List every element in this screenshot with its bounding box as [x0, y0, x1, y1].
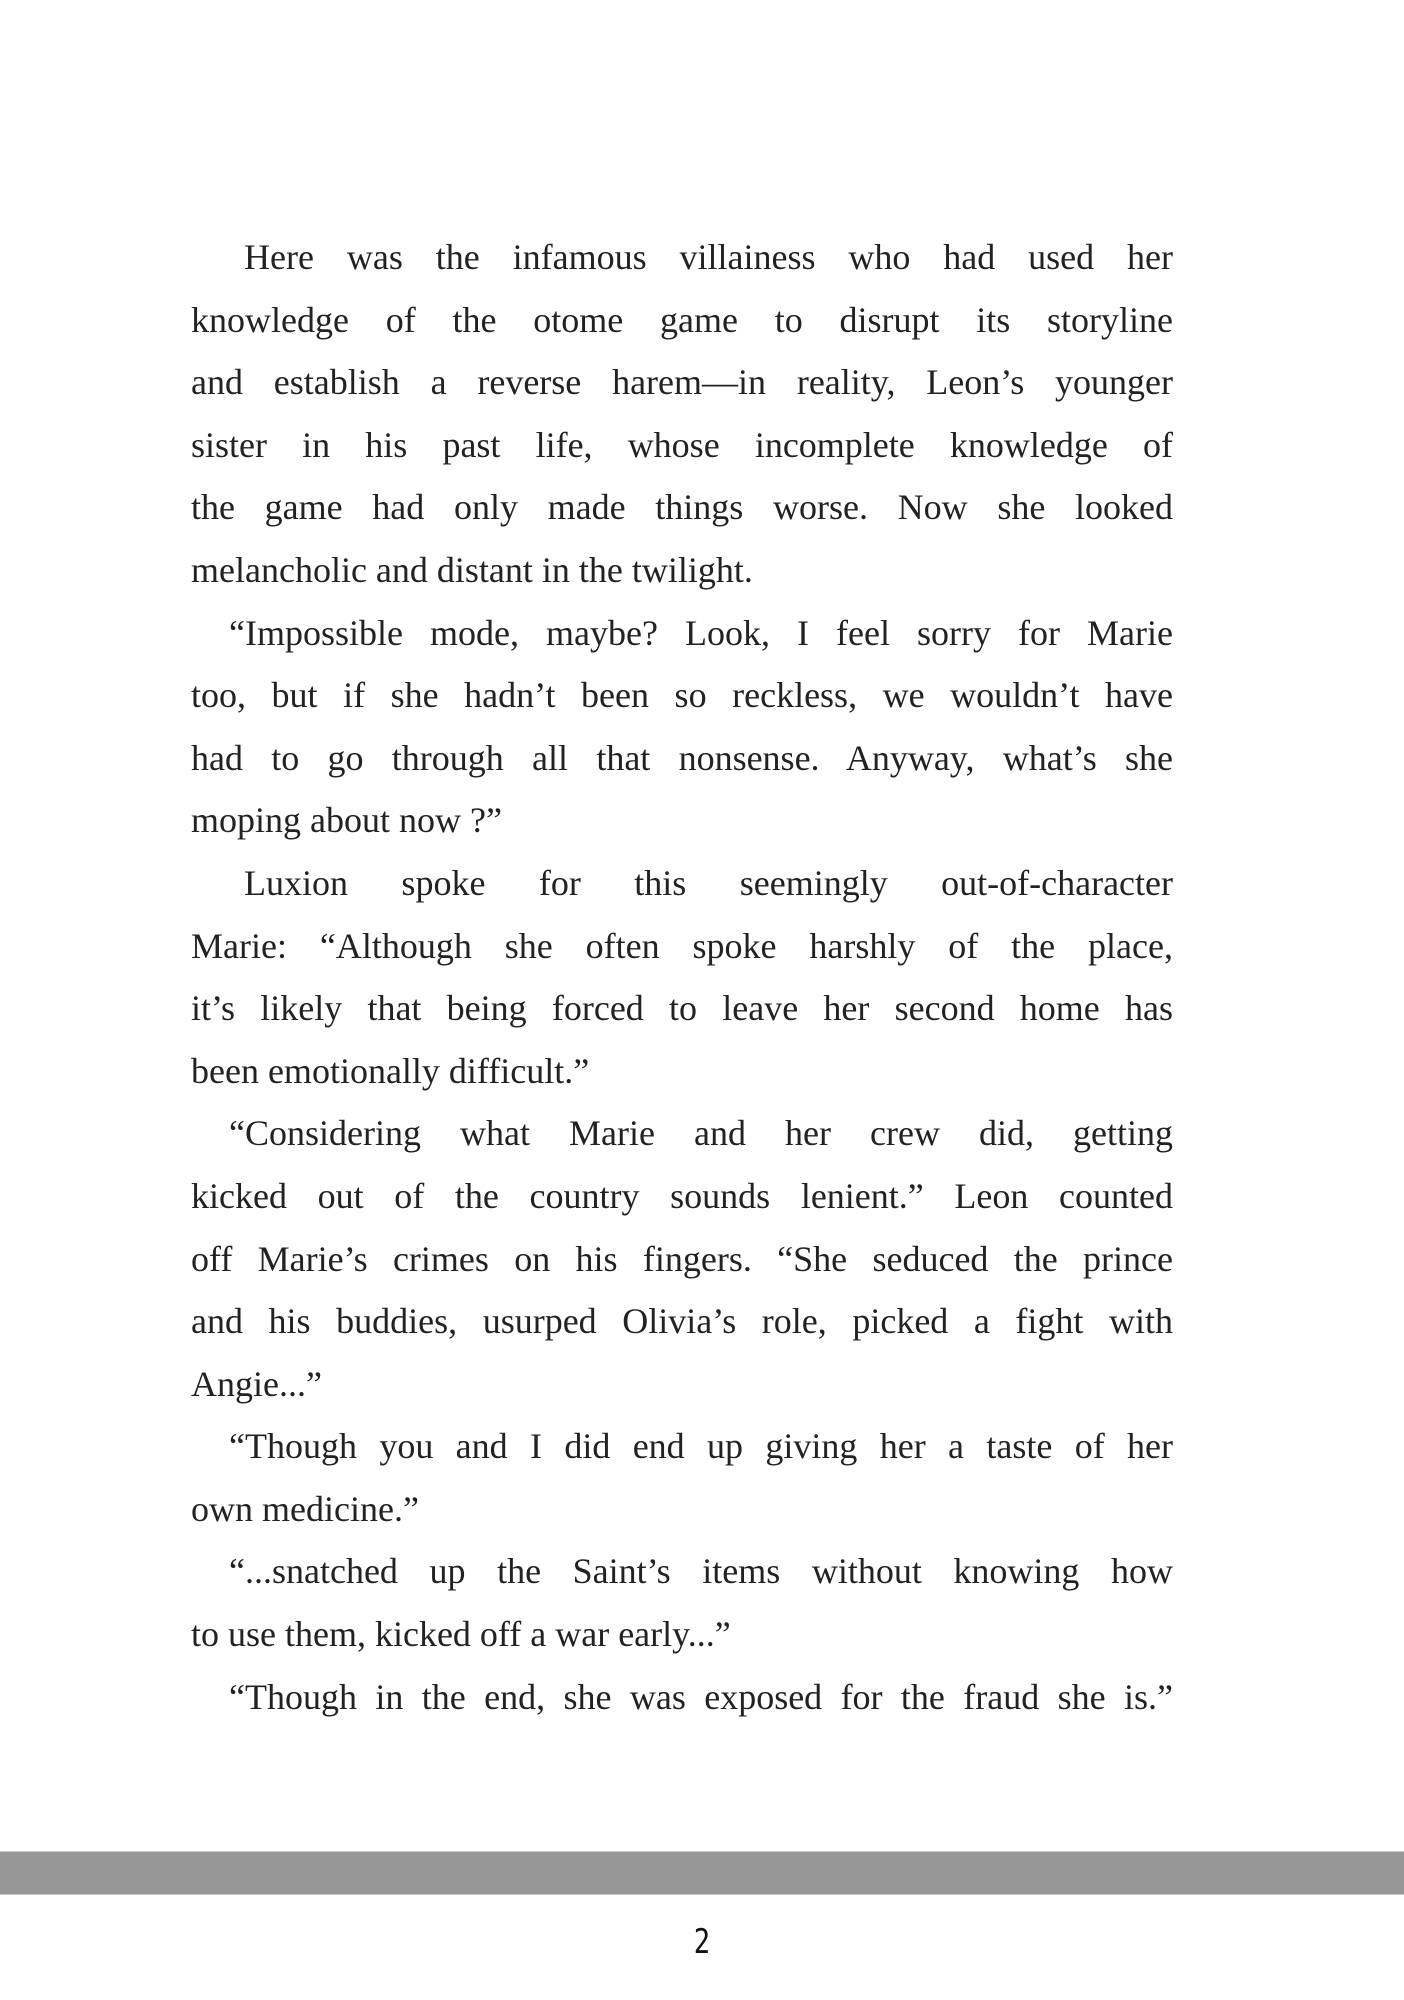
paragraph	[191, 1102, 1173, 1415]
paragraph	[191, 602, 1173, 852]
text-line: moping about now ?”	[191, 800, 502, 841]
text-line: Luxion spoke for this seemingly out-of-character	[244, 862, 1173, 903]
text-line: own medicine.”	[191, 1488, 419, 1529]
text-line: and establish a reverse harem—in reality, Leon’s younger	[191, 362, 1173, 403]
paragraph	[191, 1666, 1173, 1729]
text-line: “Though in the end, she was exposed for the fraud she is.”	[229, 1676, 1173, 1717]
text-line: Angie...”	[191, 1363, 322, 1404]
text-line: knowledge of the otome game to disrupt its storyline	[191, 299, 1173, 340]
text-line: sister in his past life, whose incomplete knowledge of	[191, 424, 1173, 465]
paragraph	[191, 1415, 1173, 1540]
text-line: and his buddies, usurped Olivia’s role, picked a fight with	[191, 1301, 1173, 1342]
footer-bar	[0, 1851, 1404, 1895]
text-line: it’s likely that being forced to leave her second home has	[191, 988, 1173, 1029]
paragraph	[191, 226, 1173, 602]
text-line: “Considering what Marie and her crew did, getting	[229, 1113, 1173, 1154]
text-line: off Marie’s crimes on his fingers. “She seduced the prince	[191, 1238, 1173, 1279]
page-number: 2	[693, 1922, 711, 1962]
text-line: too, but if she hadn’t been so reckless, we wouldn’t have	[191, 675, 1173, 716]
paragraph	[191, 852, 1173, 1102]
text-line: the game had only made things worse. Now she looked	[191, 487, 1173, 528]
text-line: “Though you and I did end up giving her a taste of her	[229, 1426, 1173, 1467]
paragraph	[191, 1540, 1173, 1665]
page-body-text	[191, 226, 1173, 1728]
text-line: Marie: “Although she often spoke harshly of the place,	[191, 925, 1173, 966]
text-line: to use them, kicked off a war early...”	[191, 1614, 731, 1655]
text-line: kicked out of the country sounds lenient.” Leon counted	[191, 1175, 1173, 1216]
text-line: “Impossible mode, maybe? Look, I feel sorry for Marie	[229, 612, 1173, 653]
text-line: Here was the infamous villainess who had used her	[244, 237, 1173, 277]
text-line: been emotionally difficult.”	[191, 1050, 590, 1091]
text-line: melancholic and distant in the twilight.	[191, 549, 753, 590]
text-line: had to go through all that nonsense. Anyway, what’s she	[191, 737, 1173, 778]
text-line: “...snatched up the Saint’s items without knowing how	[229, 1551, 1173, 1592]
